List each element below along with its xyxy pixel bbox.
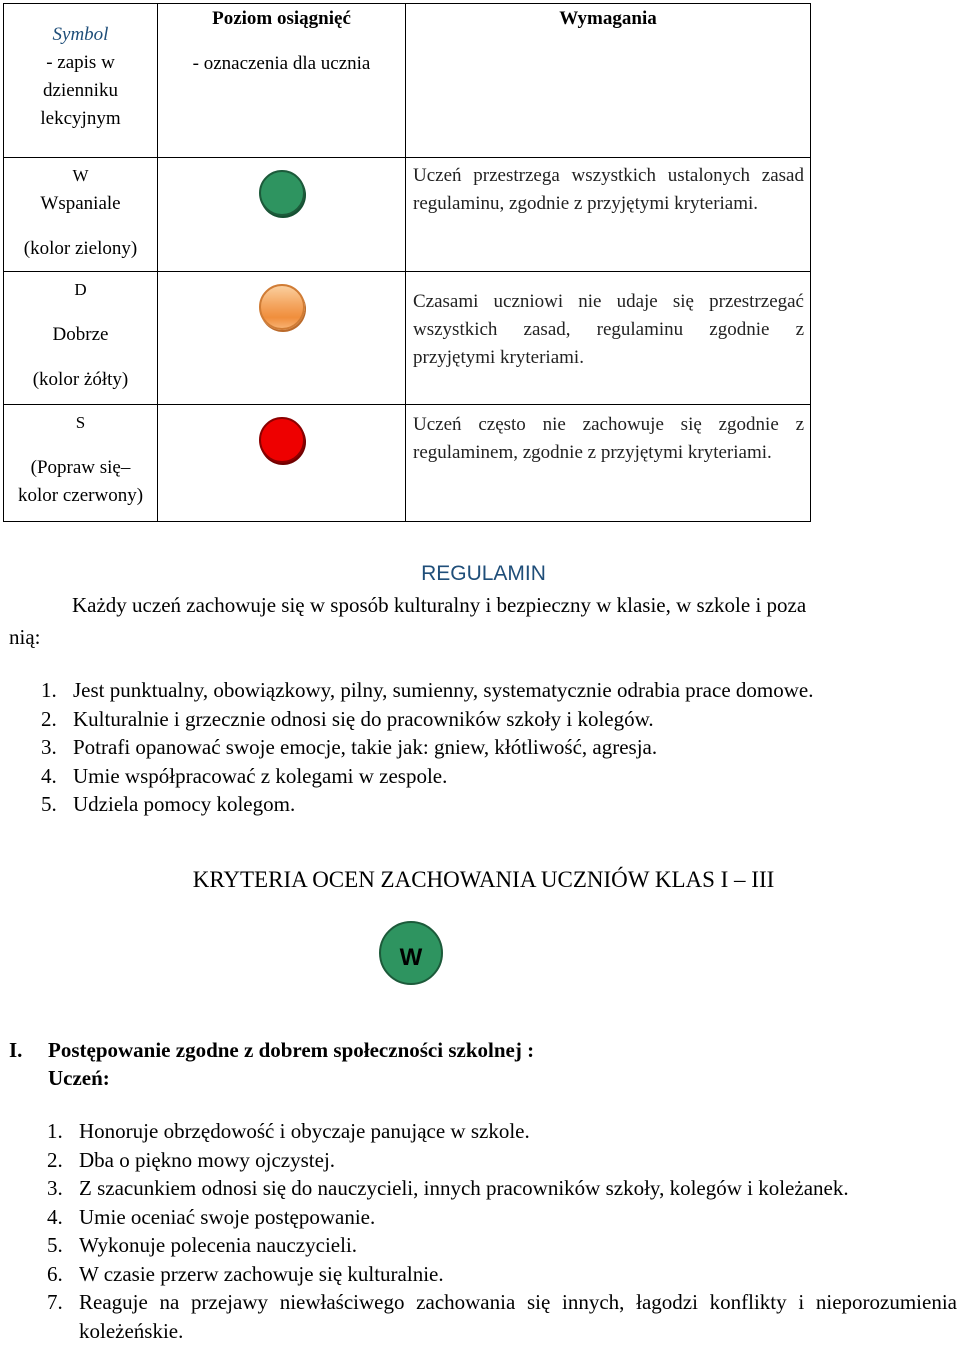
row-letter: D (74, 280, 87, 299)
item-text: Honoruje obrzędowość i obyczaje panujące w szkole. (79, 1119, 530, 1143)
item-number: 1. (47, 1119, 63, 1143)
list-item (47, 1117, 957, 1146)
grade-w-badge-icon: W (379, 921, 443, 985)
regulamin-title: REGULAMIN (421, 562, 546, 585)
row-name: Wspaniale (40, 193, 121, 214)
item-text: Potrafi opanować swoje emocje, takie jak: gniew, kłótliwość, agresja. (73, 735, 658, 759)
item-number: 2. (47, 1147, 63, 1172)
grading-table (3, 3, 811, 522)
item-text: Dba o piękno mowy ojczystej. (79, 1147, 336, 1172)
list-item (41, 705, 960, 734)
header-symbol-label: Symbol (52, 24, 109, 45)
list-item (41, 762, 960, 791)
row-color-note: (kolor zielony) (23, 238, 138, 259)
table-row (4, 405, 811, 522)
header-symbol-cell (4, 4, 158, 158)
section-subtitle: Uczeń: (48, 1066, 110, 1090)
yellow-circle-icon (259, 284, 305, 330)
row-letter: W (72, 166, 89, 185)
list-item (41, 790, 960, 819)
green-circle-icon (259, 170, 305, 216)
list-item (47, 1174, 957, 1203)
table-row (4, 272, 811, 405)
list-item (41, 676, 960, 705)
requirement-cell: Uczeń często nie zachowuje się zgodnie z regulaminem, zgodnie z przyjętymi kryteriami. (406, 405, 811, 522)
item-number: 4. (47, 1204, 63, 1229)
row-name-line (4, 454, 157, 482)
symbol-cell (4, 272, 158, 405)
item-number: 2. (41, 706, 57, 731)
header-symbol-line4: lekcyjnym (40, 108, 121, 129)
level-icon-cell (158, 158, 406, 272)
item-number: 3. (47, 1176, 63, 1200)
list-item (47, 1260, 957, 1289)
row-letter: S (75, 413, 86, 432)
section-title: Postępowanie zgodne z dobrem społeczności szkolnej : (48, 1038, 535, 1062)
item-number: 6. (47, 1261, 63, 1286)
header-level-subtitle: - oznaczenia dla ucznia (192, 53, 371, 74)
item-text: W czasie przerw zachowuje się kulturalnie. (79, 1261, 444, 1286)
item-text: Umie współpracować z kolegami w zespole. (73, 763, 448, 788)
header-requirements-cell (406, 4, 811, 158)
item-number: 3. (41, 735, 57, 759)
item-text: Kulturalnie i grzecznie odnosi się do pracowników szkoły i kolegów. (73, 706, 654, 731)
item-text: Umie oceniać swoje postępowanie. (79, 1204, 376, 1229)
regulamin-intro: Każdy uczeń zachowuje się w sposób kulturalny i bezpieczny w klasie, w szkole i poza (72, 593, 807, 617)
row-color-note: kolor czerwony) (17, 485, 144, 506)
list-item (47, 1203, 957, 1232)
item-text: Reaguje na przejawy niewłaściwego zachowania się innych, łagodzi konflikty i nieporozumienia koleżeńskie. (79, 1290, 957, 1343)
row-color-note: (kolor żółty) (32, 369, 129, 390)
level-icon-cell (158, 272, 406, 405)
item-number: 4. (41, 763, 57, 788)
section-number: I. (9, 1038, 23, 1062)
header-level-cell (158, 4, 406, 158)
row-name-dash: – (120, 457, 131, 478)
header-level-title: Poziom osiągnięć (212, 8, 351, 29)
item-text: Udziela pomocy kolegom. (73, 792, 296, 816)
requirement-cell: Uczeń przestrzega wszystkich ustalonych zasad regulaminu, zgodnie z przyjętymi kryteriami. (406, 158, 811, 272)
regulamin-rules-list (41, 676, 960, 819)
list-item (41, 733, 960, 762)
kryteria-title: KRYTERIA OCEN ZACHOWANIA UCZNIÓW KLAS I – III (192, 867, 775, 892)
header-symbol-line2: - zapis w (46, 52, 115, 73)
item-text: Z szacunkiem odnosi się do nauczycieli, innych pracowników szkoły, kolegów i koleżanek. (79, 1176, 849, 1200)
red-circle-icon (259, 417, 305, 463)
symbol-cell (4, 158, 158, 272)
table-header-row (4, 4, 811, 158)
item-number: 5. (47, 1233, 63, 1257)
symbol-cell (4, 405, 158, 522)
header-requirements-title: Wymagania (559, 8, 657, 29)
list-item (47, 1288, 957, 1345)
list-item (47, 1231, 957, 1260)
row-name: Dobrze (52, 324, 109, 345)
requirement-cell: Czasami uczniowi nie udaje się przestrzegać wszystkich zasad, regulaminu zgodnie z przyjętymi kryteriami. (406, 272, 811, 405)
section-heading (9, 1038, 534, 1063)
item-text: Wykonuje polecenia nauczycieli. (79, 1233, 358, 1257)
header-symbol-line3: dzienniku (43, 80, 118, 101)
row-name: (Popraw się (30, 457, 121, 478)
table-row (4, 158, 811, 272)
item-text: Jest punktualny, obowiązkowy, pilny, sumienny, systematycznie odrabia prace domowe. (73, 678, 814, 702)
regulamin-intro-continuation: nią: (9, 625, 41, 649)
item-number: 5. (41, 792, 57, 816)
level-icon-cell (158, 405, 406, 522)
section-items-list (47, 1117, 957, 1345)
list-item (47, 1146, 957, 1175)
item-number: 7. (47, 1290, 63, 1314)
item-number: 1. (41, 678, 57, 702)
